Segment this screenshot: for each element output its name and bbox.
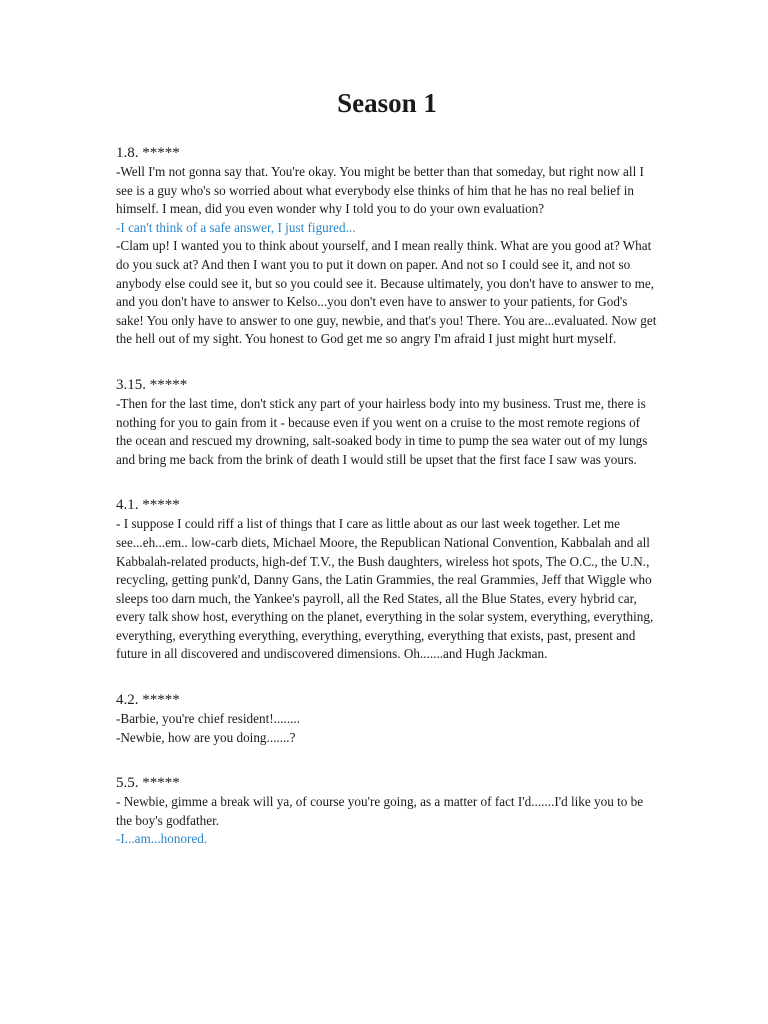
quote-line: -Then for the last time, don't stick any part of your hairless body into my business. Trust me, there is nothing for you to gain from it - because even if you went on a cruise to the most remote regions of the ocean and rescued my drowning, salt-soaked body in time to pump the sea water out of my lungs and bring me back from the brink of death I would still be upset that the first face I saw was yours. bbox=[116, 395, 648, 467]
quote-entry bbox=[116, 495, 658, 664]
quote-line: - Newbie, gimme a break will ya, of course you're going, as a matter of fact I'd.......I'd like you to be the boy's godfather. bbox=[116, 794, 644, 828]
quote-line: -Clam up! I wanted you to think about yourself, and I mean really think. What are you good at? What do you suck at? And then I want you to put it down on paper. And not so I could see it, and not so anybody else could see it, but so you could see it. Because ultimately, you don't have to answer to me, and you don't have to answer to Kelso...you don't even have to answer to your patients, for God's sake! You only have to answer to one guy, newbie, and that's you! There. You are...evaluated. Now get the hell out of my sight. You honest to God get me so angry I'm afraid I just might hurt myself. bbox=[116, 238, 657, 347]
quote-entry bbox=[116, 143, 658, 349]
page-title: Season 1 bbox=[337, 88, 437, 118]
episode-number: 4.1. ***** bbox=[116, 497, 180, 514]
quote-reply-line: -I can't think of a safe answer, I just figured... bbox=[116, 219, 356, 235]
quote-entry bbox=[116, 773, 658, 849]
episode-number: 1.8. ***** bbox=[116, 145, 180, 161]
quote-reply-line: -I...am...honored. bbox=[116, 831, 208, 847]
quote-entry bbox=[116, 690, 658, 747]
quote-line: -Newbie, how are you doing.......? bbox=[116, 729, 296, 745]
quote-entry bbox=[116, 375, 658, 469]
episode-number: 5.5. ***** bbox=[116, 775, 180, 792]
quote-line: - I suppose I could riff a list of things that I care as little about as our last week together. Let me see...eh...em.. low-carb diets, Michael Moore, the Republican National Convention, Kabbalah and all Kabbalah-related products, high-def T.V., the Bush daughters, wireless hot spots, The O.C., the U.N., recycling, getting punk'd, Danny Gans, the Latin Grammies, the real Grammies, Jeff that Wiggle who sleeps too darn much, the Yankee's payroll, all the Red States, all the Blue States, every hybrid car, every talk show host, everything on the planet, everything in the solar system, everything, everything, everything, everything everything, everything, everything, everything that exists, past, present and future in all discovered and undiscovered dimensions. Oh.......and Hugh Jackman. bbox=[116, 516, 654, 662]
episode-number: 3.15. ***** bbox=[116, 376, 188, 393]
quote-line: -Barbie, you're chief resident!........ bbox=[116, 711, 301, 727]
episode-number: 4.2. ***** bbox=[116, 692, 180, 709]
quote-line: -Well I'm not gonna say that. You're okay. You might be better than that someday, but right now all I see is a guy who's so worried about what everybody else thinks of him that he has no real belief in himself. I mean, did you even wonder why I told you to do your own evaluation? bbox=[116, 164, 644, 217]
